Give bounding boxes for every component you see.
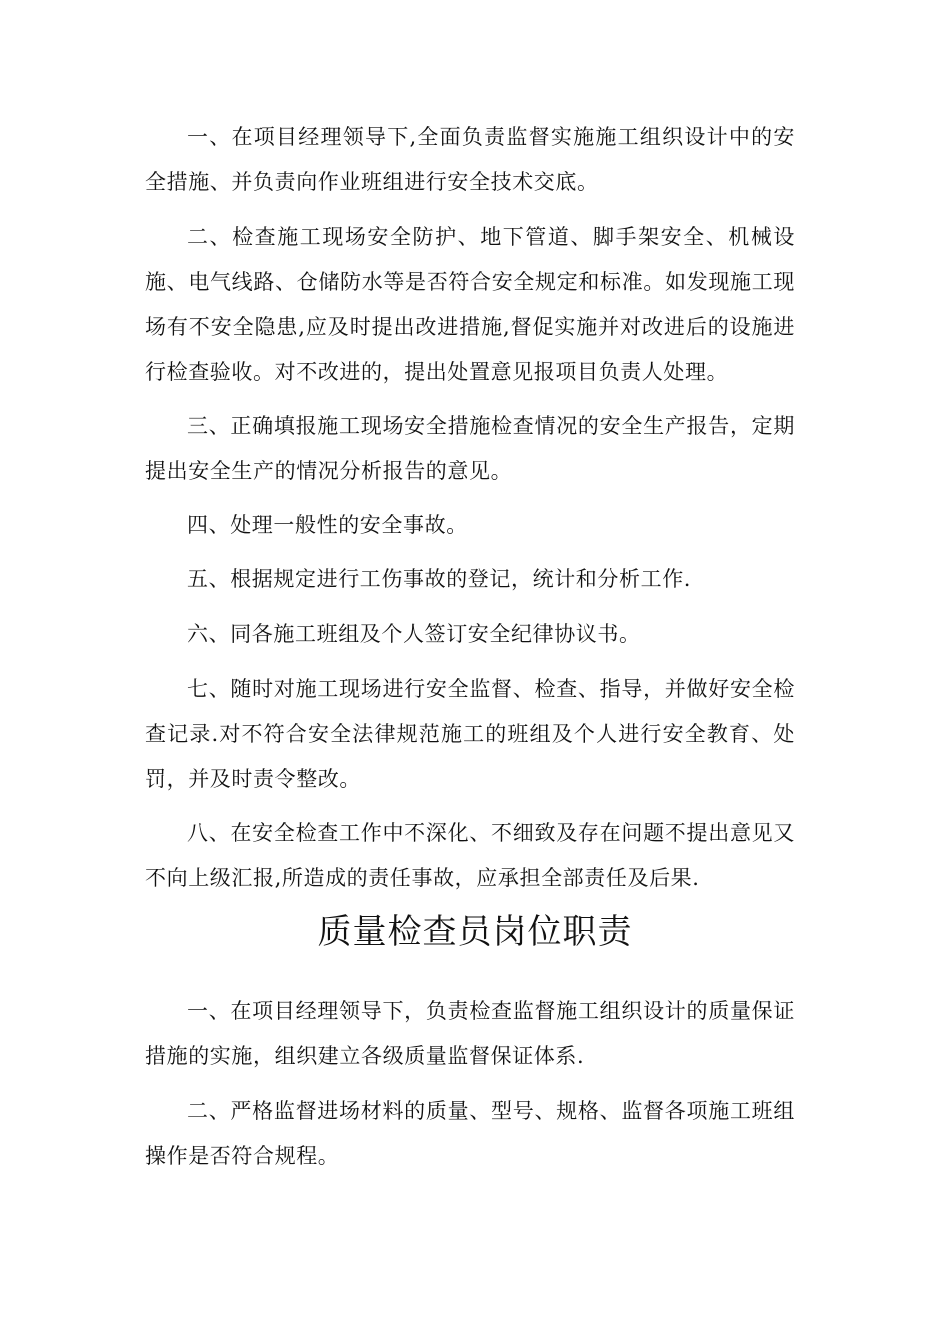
quality-duty-1: 一、在项目经理领导下，负责检查监督施工组织设计的质量保证措施的实施，组织建立各级质量监督保证体系. bbox=[145, 999, 795, 1068]
safety-duty-4: 四、处理一般性的安全事故。 bbox=[187, 513, 468, 537]
section-title: 质量检查员岗位职责 bbox=[317, 912, 633, 952]
quality-duty-2: 二、严格监督进场材料的质量、型号、规格、监督各项施工班组操作是否符合规程。 bbox=[145, 1099, 795, 1168]
safety-duty-8: 八、在安全检查工作中不深化、不细致及存在问题不提出意见又不向上级汇报,所造成的责任事故，应承担全部责任及后果. bbox=[145, 821, 795, 890]
safety-duty-1: 一、在项目经理领导下,全面负责监督实施施工组织设计中的安全措施、并负责向作业班组进行安全技术交底。 bbox=[145, 125, 795, 194]
safety-duty-6: 六、同各施工班组及个人签订安全纪律协议书。 bbox=[187, 622, 641, 646]
safety-duty-2: 二、检查施工现场安全防护、地下管道、脚手架安全、机械设施、电气线路、仓储防水等是否符合安全规定和标准。如发现施工现场有不安全隐患,应及时提出改进措施,督促实施并对改进后的设施进行检查验收。对不改进的，提出处置意见报项目负责人处理。 bbox=[145, 225, 795, 384]
safety-duty-3: 三、正确填报施工现场安全措施检查情况的安全生产报告，定期提出安全生产的情况分析报告的意见。 bbox=[145, 414, 795, 483]
safety-duty-5: 五、根据规定进行工伤事故的登记，统计和分析工作. bbox=[187, 567, 692, 591]
safety-duty-7: 七、随时对施工现场进行安全监督、检查、指导，并做好安全检查记录.对不符合安全法律规范施工的班组及个人进行安全教育、处罚，并及时责令整改。 bbox=[145, 677, 795, 791]
